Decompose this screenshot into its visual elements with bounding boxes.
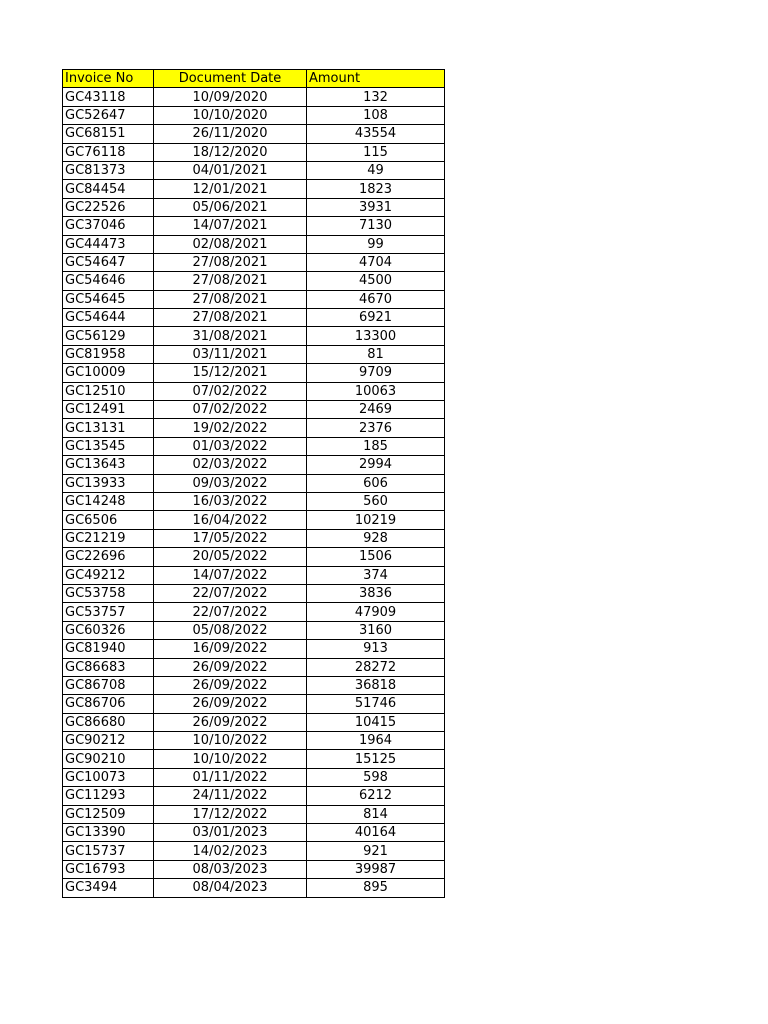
document-date-cell: 31/08/2021 [154,327,307,345]
table-row [63,603,445,621]
table-row [63,805,445,823]
table-row [63,345,445,363]
invoice-no-cell: GC16793 [63,860,154,878]
invoice-no-cell: GC12509 [63,805,154,823]
amount-cell: 47909 [307,603,445,621]
amount-cell: 49 [307,161,445,179]
table-row [63,879,445,897]
invoice-no-cell: GC12491 [63,401,154,419]
amount-cell: 606 [307,474,445,492]
table-row [63,401,445,419]
table-row [63,713,445,731]
document-date-cell: 10/10/2022 [154,750,307,768]
invoice-no-cell: GC44473 [63,235,154,253]
table-row [63,198,445,216]
invoice-no-cell: GC53757 [63,603,154,621]
amount-cell: 51746 [307,695,445,713]
document-date-cell: 22/07/2022 [154,584,307,602]
invoice-no-cell: GC81958 [63,345,154,363]
table-row [63,824,445,842]
table-row [63,437,445,455]
table-row [63,180,445,198]
amount-cell: 3836 [307,584,445,602]
table-row [63,529,445,547]
invoice-no-cell: GC13390 [63,824,154,842]
amount-cell: 560 [307,492,445,510]
amount-cell: 895 [307,879,445,897]
invoice-no-cell: GC76118 [63,143,154,161]
table-body [63,88,445,897]
document-date-cell: 16/04/2022 [154,511,307,529]
document-date-cell: 27/08/2021 [154,309,307,327]
amount-cell: 36818 [307,676,445,694]
invoice-no-cell: GC12510 [63,382,154,400]
amount-cell: 2469 [307,401,445,419]
document-date-cell: 19/02/2022 [154,419,307,437]
amount-cell: 4500 [307,272,445,290]
amount-cell: 4670 [307,290,445,308]
amount-cell: 108 [307,106,445,124]
document-date-cell: 14/07/2021 [154,217,307,235]
document-date-cell: 24/11/2022 [154,787,307,805]
document-date-cell: 08/03/2023 [154,860,307,878]
document-date-cell: 10/10/2022 [154,732,307,750]
table-row [63,768,445,786]
header-row [63,70,445,88]
amount-cell: 40164 [307,824,445,842]
header-document-date: Document Date [154,70,307,88]
invoice-no-cell: GC86680 [63,713,154,731]
invoice-no-cell: GC54645 [63,290,154,308]
amount-cell: 10063 [307,382,445,400]
document-date-cell: 26/09/2022 [154,676,307,694]
amount-cell: 15125 [307,750,445,768]
amount-cell: 185 [307,437,445,455]
table-row [63,327,445,345]
table-row [63,750,445,768]
document-date-cell: 01/03/2022 [154,437,307,455]
document-date-cell: 27/08/2021 [154,253,307,271]
invoice-no-cell: GC54644 [63,309,154,327]
invoice-no-cell: GC81940 [63,640,154,658]
amount-cell: 28272 [307,658,445,676]
table-row [63,456,445,474]
amount-cell: 6212 [307,787,445,805]
amount-cell: 3931 [307,198,445,216]
table-row [63,143,445,161]
document-date-cell: 26/09/2022 [154,695,307,713]
amount-cell: 928 [307,529,445,547]
table-row [63,125,445,143]
table-row [63,842,445,860]
amount-cell: 99 [307,235,445,253]
table-row [63,787,445,805]
document-date-cell: 10/10/2020 [154,106,307,124]
invoice-no-cell: GC86683 [63,658,154,676]
invoice-no-cell: GC53758 [63,584,154,602]
table-row [63,492,445,510]
document-date-cell: 09/03/2022 [154,474,307,492]
document-date-cell: 27/08/2021 [154,272,307,290]
document-date-cell: 03/01/2023 [154,824,307,842]
invoice-no-cell: GC81373 [63,161,154,179]
document-date-cell: 16/03/2022 [154,492,307,510]
amount-cell: 913 [307,640,445,658]
amount-cell: 921 [307,842,445,860]
document-date-cell: 02/03/2022 [154,456,307,474]
document-date-cell: 18/12/2020 [154,143,307,161]
document-date-cell: 22/07/2022 [154,603,307,621]
amount-cell: 10415 [307,713,445,731]
table-row [63,548,445,566]
table-row [63,309,445,327]
amount-cell: 1964 [307,732,445,750]
document-date-cell: 26/11/2020 [154,125,307,143]
invoice-no-cell: GC11293 [63,787,154,805]
amount-cell: 3160 [307,621,445,639]
invoice-no-cell: GC90212 [63,732,154,750]
document-date-cell: 04/01/2021 [154,161,307,179]
table-row [63,584,445,602]
document-date-cell: 17/12/2022 [154,805,307,823]
invoice-table [62,69,445,898]
invoice-no-cell: GC68151 [63,125,154,143]
header-invoice-no: Invoice No [63,70,154,88]
invoice-no-cell: GC22526 [63,198,154,216]
invoice-no-cell: GC15737 [63,842,154,860]
table-row [63,621,445,639]
table-row [63,566,445,584]
amount-cell: 13300 [307,327,445,345]
document-date-cell: 27/08/2021 [154,290,307,308]
amount-cell: 81 [307,345,445,363]
document-date-cell: 15/12/2021 [154,364,307,382]
document-date-cell: 02/08/2021 [154,235,307,253]
table-row [63,860,445,878]
invoice-no-cell: GC22696 [63,548,154,566]
invoice-no-cell: GC21219 [63,529,154,547]
header-amount: Amount [307,70,445,88]
document-date-cell: 01/11/2022 [154,768,307,786]
table-row [63,235,445,253]
table-row [63,88,445,106]
document-date-cell: 10/09/2020 [154,88,307,106]
document-date-cell: 14/07/2022 [154,566,307,584]
invoice-no-cell: GC13131 [63,419,154,437]
amount-cell: 1823 [307,180,445,198]
document-date-cell: 26/09/2022 [154,713,307,731]
table-row [63,695,445,713]
amount-cell: 2376 [307,419,445,437]
document-date-cell: 26/09/2022 [154,658,307,676]
invoice-no-cell: GC54647 [63,253,154,271]
table-row [63,290,445,308]
table-row [63,253,445,271]
table-row [63,161,445,179]
amount-cell: 814 [307,805,445,823]
amount-cell: 10219 [307,511,445,529]
table-row [63,676,445,694]
table-row [63,640,445,658]
amount-cell: 115 [307,143,445,161]
invoice-no-cell: GC86706 [63,695,154,713]
invoice-no-cell: GC13643 [63,456,154,474]
table-row [63,511,445,529]
table-row [63,272,445,290]
invoice-no-cell: GC10009 [63,364,154,382]
document-date-cell: 16/09/2022 [154,640,307,658]
invoice-no-cell: GC6506 [63,511,154,529]
invoice-no-cell: GC60326 [63,621,154,639]
document-date-cell: 05/06/2021 [154,198,307,216]
document-date-cell: 07/02/2022 [154,401,307,419]
document-date-cell: 03/11/2021 [154,345,307,363]
invoice-no-cell: GC54646 [63,272,154,290]
amount-cell: 1506 [307,548,445,566]
amount-cell: 4704 [307,253,445,271]
amount-cell: 43554 [307,125,445,143]
document-date-cell: 20/05/2022 [154,548,307,566]
invoice-no-cell: GC13933 [63,474,154,492]
amount-cell: 7130 [307,217,445,235]
table-row [63,217,445,235]
invoice-no-cell: GC10073 [63,768,154,786]
document-date-cell: 08/04/2023 [154,879,307,897]
amount-cell: 2994 [307,456,445,474]
document-date-cell: 17/05/2022 [154,529,307,547]
invoice-no-cell: GC3494 [63,879,154,897]
document-date-cell: 14/02/2023 [154,842,307,860]
invoice-no-cell: GC90210 [63,750,154,768]
document-date-cell: 07/02/2022 [154,382,307,400]
amount-cell: 6921 [307,309,445,327]
amount-cell: 132 [307,88,445,106]
invoice-no-cell: GC13545 [63,437,154,455]
invoice-no-cell: GC86708 [63,676,154,694]
table-row [63,419,445,437]
document-date-cell: 05/08/2022 [154,621,307,639]
table-row [63,106,445,124]
amount-cell: 374 [307,566,445,584]
invoice-no-cell: GC43118 [63,88,154,106]
table-row [63,364,445,382]
table-row [63,658,445,676]
document-date-cell: 12/01/2021 [154,180,307,198]
invoice-no-cell: GC37046 [63,217,154,235]
invoice-no-cell: GC14248 [63,492,154,510]
invoice-no-cell: GC52647 [63,106,154,124]
amount-cell: 39987 [307,860,445,878]
amount-cell: 9709 [307,364,445,382]
amount-cell: 598 [307,768,445,786]
table-row [63,382,445,400]
invoice-no-cell: GC84454 [63,180,154,198]
table-row [63,474,445,492]
invoice-no-cell: GC49212 [63,566,154,584]
invoice-no-cell: GC56129 [63,327,154,345]
table-row [63,732,445,750]
